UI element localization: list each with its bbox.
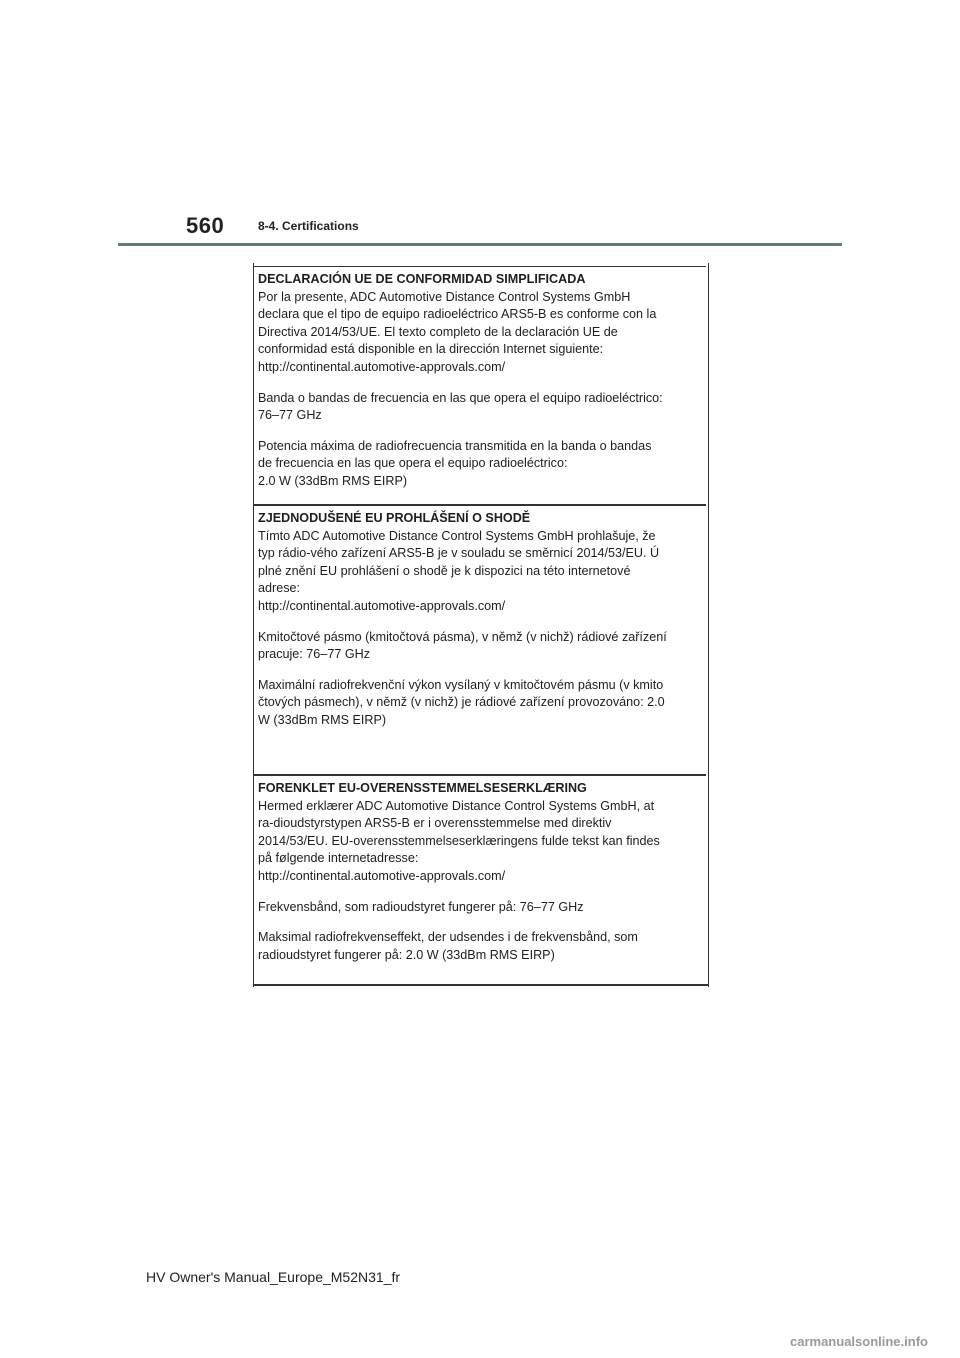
header-divider	[118, 243, 842, 246]
text-line: Directiva 2014/53/UE. El texto completo de la declaración UE de	[258, 324, 618, 339]
declaration-heading: DECLARACIÓN UE DE CONFORMIDAD SIMPLIFICADA	[258, 272, 586, 286]
text-line: på følgende internetadresse:	[258, 851, 419, 866]
certification-scan	[253, 263, 709, 987]
power-paragraph	[258, 677, 706, 730]
section-title: 8-4. Certifications	[258, 219, 359, 233]
text-line: http://continental.automotive-approvals.com/	[258, 598, 506, 613]
text-line: čtových pásmech), v němž (v nichž) je rádiové zařízení provozováno: 2.0	[258, 695, 665, 710]
text-line: ra-dioudstyrstypen ARS5-B er i overensstemmelse med direktiv	[258, 816, 612, 831]
power-paragraph	[258, 929, 706, 964]
text-line: Por la presente, ADC Automotive Distance Control Systems GmbH	[258, 289, 631, 304]
text-line: Hermed erklærer ADC Automotive Distance Control Systems GmbH, at	[258, 798, 655, 813]
power-paragraph	[258, 438, 706, 491]
declaration-paragraph	[258, 528, 706, 616]
frequency-paragraph	[258, 390, 706, 425]
page-number: 560	[186, 213, 225, 238]
text-line: Maximální radiofrekvenční výkon vysílaný v kmitočtovém pásmu (v kmito	[258, 677, 664, 692]
declaration-paragraph	[258, 289, 706, 377]
text-line: Potencia máxima de radiofrecuencia transmitida en la banda o bandas	[258, 438, 652, 453]
text-line: http://continental.automotive-approvals.com/	[258, 359, 506, 374]
text-line: 2014/53/EU. EU-overensstemmelseserklæringens fulde tekst kan findes	[258, 833, 660, 848]
text-line: Frekvensbånd, som radioudstyret fungerer på: 76–77 GHz	[258, 899, 584, 914]
declaration-czech	[254, 504, 706, 776]
text-line: conformidad está disponible en la dirección Internet siguiente:	[258, 342, 604, 357]
text-line: 2.0 W (33dBm RMS EIRP)	[258, 473, 408, 488]
declaration-heading: ZJEDNODUŠENÉ EU PROHLÁŠENÍ O SHODĚ	[258, 511, 531, 525]
declaration-heading: FORENKLET EU-OVERENSSTEMMELSESERKLÆRING	[258, 781, 587, 795]
text-line: Maksimal radiofrekvenseffekt, der udsendes i de frekvensbånd, som	[258, 930, 638, 945]
declaration-paragraph	[258, 798, 706, 886]
text-line: de frecuencia en las que opera el equipo radioeléctrico:	[258, 456, 568, 471]
text-line: plné znění EU prohlášení o shodě je k dispozici na této internetové	[258, 563, 631, 578]
declaration-danish	[254, 774, 706, 986]
page-header	[0, 0, 960, 250]
frequency-paragraph	[258, 629, 706, 664]
site-watermark: carmanualsonline.info	[790, 1334, 928, 1349]
frequency-paragraph	[258, 899, 706, 917]
scan-bottom-border	[254, 984, 708, 986]
manual-footer: HV Owner's Manual_Europe_M52N31_fr	[146, 1269, 401, 1285]
text-line: W (33dBm RMS EIRP)	[258, 712, 387, 727]
text-line: adrese:	[258, 581, 301, 596]
text-line: 76–77 GHz	[258, 408, 322, 423]
declaration-spanish	[254, 266, 706, 506]
text-line: pracuje: 76–77 GHz	[258, 647, 371, 662]
text-line: Banda o bandas de frecuencia en las que opera el equipo radioeléctrico:	[258, 390, 663, 405]
text-line: Tímto ADC Automotive Distance Control Systems GmbH prohlašuje, že	[258, 528, 656, 543]
text-line: Kmitočtové pásmo (kmitočtová pásma), v němž (v nichž) rádiové zařízení	[258, 629, 667, 644]
text-line: radioudstyret fungerer på: 2.0 W (33dBm RMS EIRP)	[258, 947, 555, 962]
text-line: http://continental.automotive-approvals.com/	[258, 868, 506, 883]
text-line: declara que el tipo de equipo radioeléctrico ARS5-B es conforme con la	[258, 307, 657, 322]
text-line: typ rádio-vého zařízení ARS5-B je v souladu se směrnicí 2014/53/EU. Ú	[258, 546, 660, 561]
